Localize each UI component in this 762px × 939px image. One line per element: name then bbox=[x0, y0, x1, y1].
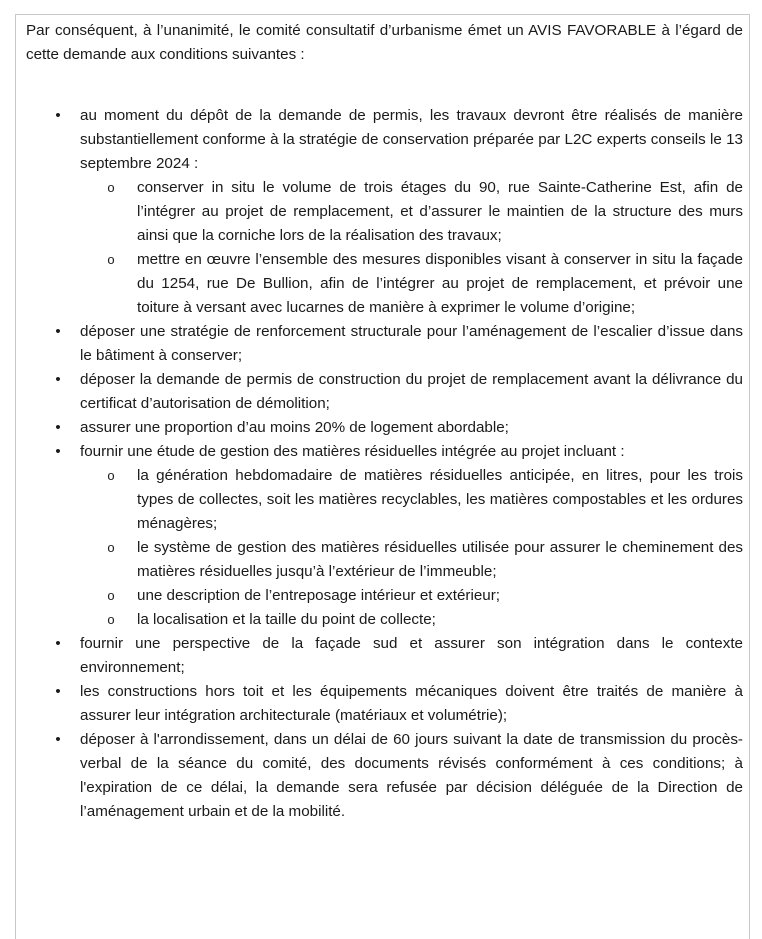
sub-condition-item bbox=[80, 176, 743, 248]
circle-bullet-icon: o bbox=[107, 612, 115, 627]
condition-text: déposer à l'arrondissement, dans un délai de 60 jours suivant la date de transmission du procès-verbal de la séance du comité, des documents révisés conformément à ces conditions; à l'expiration de ce délai, la demande sera refusée par décision déléguée de la Direction de l’aménagement urbain et de la mobilité. bbox=[80, 731, 743, 820]
bullet-icon: • bbox=[55, 107, 61, 124]
condition-text: déposer la demande de permis de construction du projet de remplacement avant la délivrance du certificat d’autorisation de démolition; bbox=[80, 371, 743, 412]
condition-text: assurer une proportion d’au moins 20% de logement abordable; bbox=[80, 419, 509, 436]
circle-bullet-icon: o bbox=[107, 468, 115, 483]
sub-condition-text: le système de gestion des matières résiduelles utilisée pour assurer le cheminement des matières résiduelles jusqu’à l’extérieur de l’immeuble; bbox=[137, 539, 743, 580]
bullet-icon: • bbox=[55, 371, 61, 388]
circle-bullet-icon: o bbox=[107, 252, 115, 267]
sub-condition-item bbox=[80, 248, 743, 320]
condition-item bbox=[26, 440, 743, 632]
condition-item bbox=[26, 416, 743, 440]
document-body bbox=[26, 19, 743, 824]
condition-item bbox=[26, 368, 743, 416]
bullet-icon: • bbox=[55, 635, 61, 652]
condition-item bbox=[26, 104, 743, 320]
circle-bullet-icon: o bbox=[107, 180, 115, 195]
conditions-list bbox=[26, 104, 743, 824]
condition-item bbox=[26, 632, 743, 680]
sub-condition-text: la génération hebdomadaire de matières résiduelles anticipée, en litres, pour les trois types de collectes, soit les matières recyclables, les matières compostables et les ordures ménagères; bbox=[137, 467, 743, 532]
condition-item bbox=[26, 728, 743, 824]
bullet-icon: • bbox=[55, 731, 61, 748]
sub-condition-item bbox=[80, 464, 743, 536]
condition-text: fournir une étude de gestion des matières résiduelles intégrée au projet incluant : bbox=[80, 443, 625, 460]
condition-item bbox=[26, 320, 743, 368]
intro-paragraph: Par conséquent, à l’unanimité, le comité consultatif d’urbanisme émet un AVIS FAVORABLE à l’égard de cette demande aux conditions suivantes : bbox=[26, 22, 743, 63]
sub-condition-item bbox=[80, 608, 743, 632]
condition-text: fournir une perspective de la façade sud et assurer son intégration dans le contexte environnement; bbox=[80, 635, 743, 676]
bullet-icon: • bbox=[55, 323, 61, 340]
bullet-icon: • bbox=[55, 443, 61, 460]
circle-bullet-icon: o bbox=[107, 540, 115, 555]
bullet-icon: • bbox=[55, 419, 61, 436]
condition-text: les constructions hors toit et les équipements mécaniques doivent être traités de manière à assurer leur intégration architecturale (matériaux et volumétrie); bbox=[80, 683, 743, 724]
sub-condition-list bbox=[80, 464, 743, 632]
sub-condition-text: une description de l’entreposage intérieur et extérieur; bbox=[137, 587, 501, 604]
sub-condition-list bbox=[80, 176, 743, 320]
sub-condition-text: mettre en œuvre l’ensemble des mesures disponibles visant à conserver in situ la façade du 1254, rue De Bullion, afin de l’intégrer au projet de remplacement, et prévoir une toiture à versant avec lucarnes de manière à exprimer le volume d’origine; bbox=[137, 251, 743, 316]
sub-condition-item bbox=[80, 536, 743, 584]
condition-item bbox=[26, 680, 743, 728]
sub-condition-text: conserver in situ le volume de trois étages du 90, rue Sainte-Catherine Est, afin de l’intégrer au projet de remplacement, et d’assurer le maintien de la structure des murs ainsi que la corniche lors de la réalisation des travaux; bbox=[137, 179, 743, 244]
sub-condition-text: la localisation et la taille du point de collecte; bbox=[137, 611, 436, 628]
sub-condition-item bbox=[80, 584, 743, 608]
bullet-icon: • bbox=[55, 683, 61, 700]
condition-text: au moment du dépôt de la demande de permis, les travaux devront être réalisés de manière substantiellement conforme à la stratégie de conservation préparée par L2C experts conseils le 13 septembre 2024 : bbox=[80, 107, 743, 172]
condition-text: déposer une stratégie de renforcement structurale pour l’aménagement de l’escalier d’issue dans le bâtiment à conserver; bbox=[80, 323, 743, 364]
circle-bullet-icon: o bbox=[107, 588, 115, 603]
